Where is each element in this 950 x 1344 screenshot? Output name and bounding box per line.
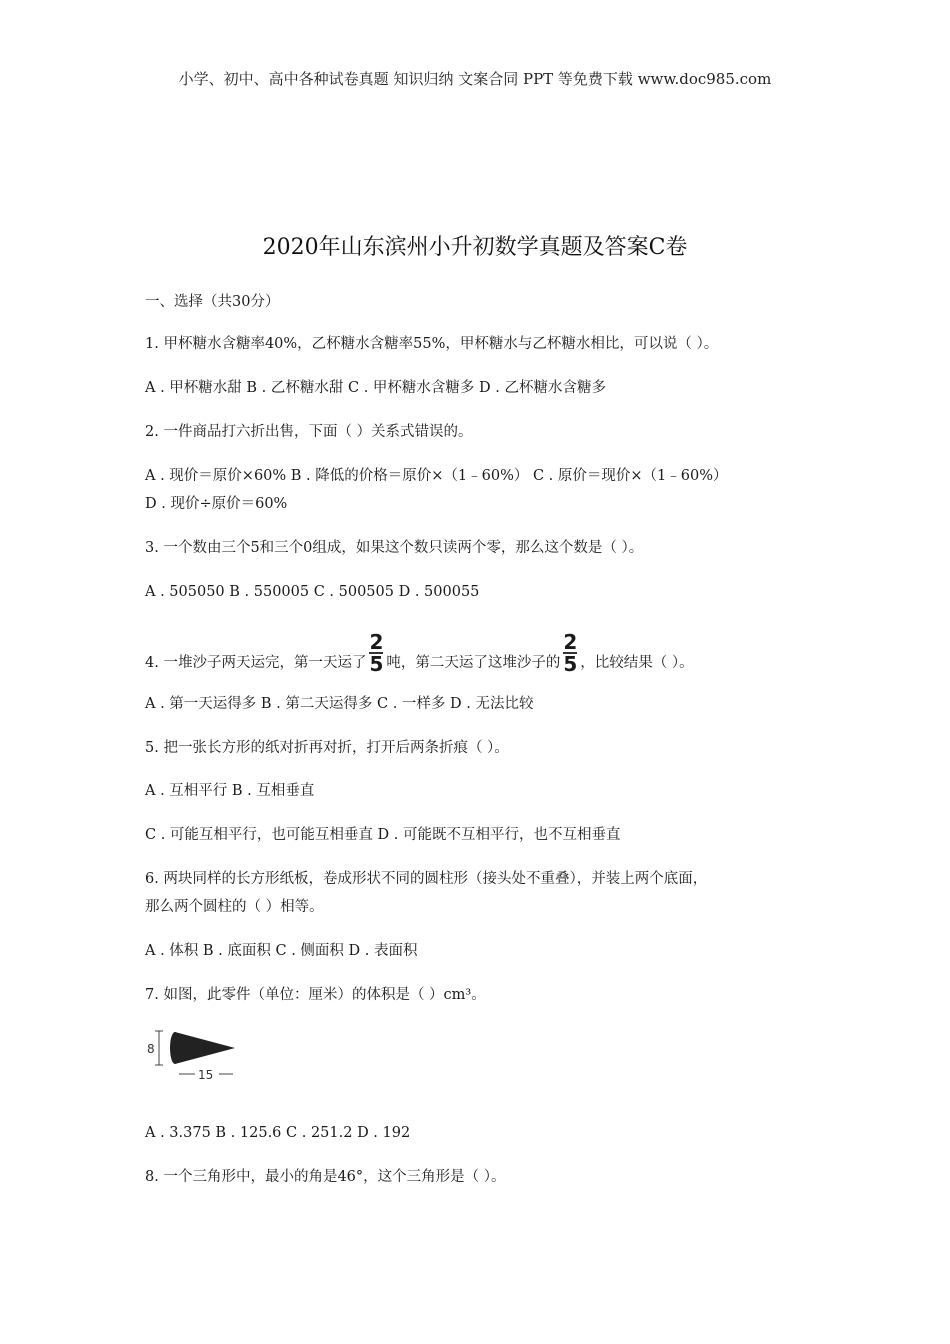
question-5-options: A . 互相平行 B . 互相垂直 [145,783,315,799]
question-7: 7. 如图，此零件（单位：厘米）的体积是（ ）cm³。 [145,987,486,1003]
question-2-options: A . 现价＝原价×60% B . 降低的价格＝原价×（1﹣60%） C . 原价＝现价×（1﹣60%） [145,468,728,484]
question-6-cont: 那么两个圆柱的（ ）相等。 [145,899,324,915]
question-4-part-c: ，比较结果（ ）。 [580,655,694,671]
page-title: 2020年山东滨州小升初数学真题及答案C卷 [262,235,688,260]
question-5: 5. 把一张长方形的纸对折再对折，打开后两条折痕（ ）。 [145,740,509,756]
question-8: 8. 一个三角形中，最小的角是46°，这个三角形是（ ）。 [145,1169,506,1185]
question-3-options: A . 505050 B . 550005 C . 500505 D . 500055 [145,584,480,600]
question-4 [145,630,815,683]
height-label: 8 [147,1042,155,1056]
question-2-options-cont: D . 现价÷原价＝60% [145,496,288,512]
question-7-options: A . 3.375 B . 125.6 C . 251.2 D . 192 [145,1125,411,1141]
fraction [563,630,578,676]
cone-figure [145,1028,245,1083]
question-5-options-cont: C . 可能互相平行，也可能互相垂直 D . 可能既不互相平行，也不互相垂直 [145,827,621,843]
question-1-options: A . 甲杯糖水甜 B . 乙杯糖水甜 C . 甲杯糖水含糖多 D . 乙杯糖水含糖多 [145,380,606,396]
question-2: 2. 一件商品打六折出售，下面（ ）关系式错误的。 [145,424,473,440]
length-label: 15 [198,1068,214,1082]
fraction [369,630,384,676]
question-4-part-b: 吨，第二天运了这堆沙子的 [386,655,561,671]
question-3: 3. 一个数由三个5和三个0组成，如果这个数只读两个零，那么这个数是（ ）。 [145,540,644,556]
question-1: 1. 甲杯糖水含糖率40%，乙杯糖水含糖率55%，甲杯糖水与乙杯糖水相比，可以说（ ）。 [145,336,719,352]
fraction-numerator: 2 [563,630,578,654]
fraction-denominator: 5 [369,652,384,676]
question-4-options: A . 第一天运得多 B . 第二天运得多 C . 一样多 D . 无法比较 [145,696,534,712]
question-4-part-a: 4. 一堆沙子两天运完，第一天运了 [145,655,367,671]
fraction-denominator: 5 [563,652,578,676]
question-6: 6. 两块同样的长方形纸板，卷成形状不同的圆柱形（接头处不重叠），并装上两个底面， [145,871,708,887]
page-header: 小学、初中、高中各种试卷真题 知识归纳 文案合同 PPT 等免费下载 www.doc985.com [178,70,772,88]
section-heading: 一、选择（共30分） [145,294,280,310]
cone-body [175,1032,235,1064]
question-6-options: A . 体积 B . 底面积 C . 侧面积 D . 表面积 [145,943,418,959]
fraction-numerator: 2 [369,630,384,654]
